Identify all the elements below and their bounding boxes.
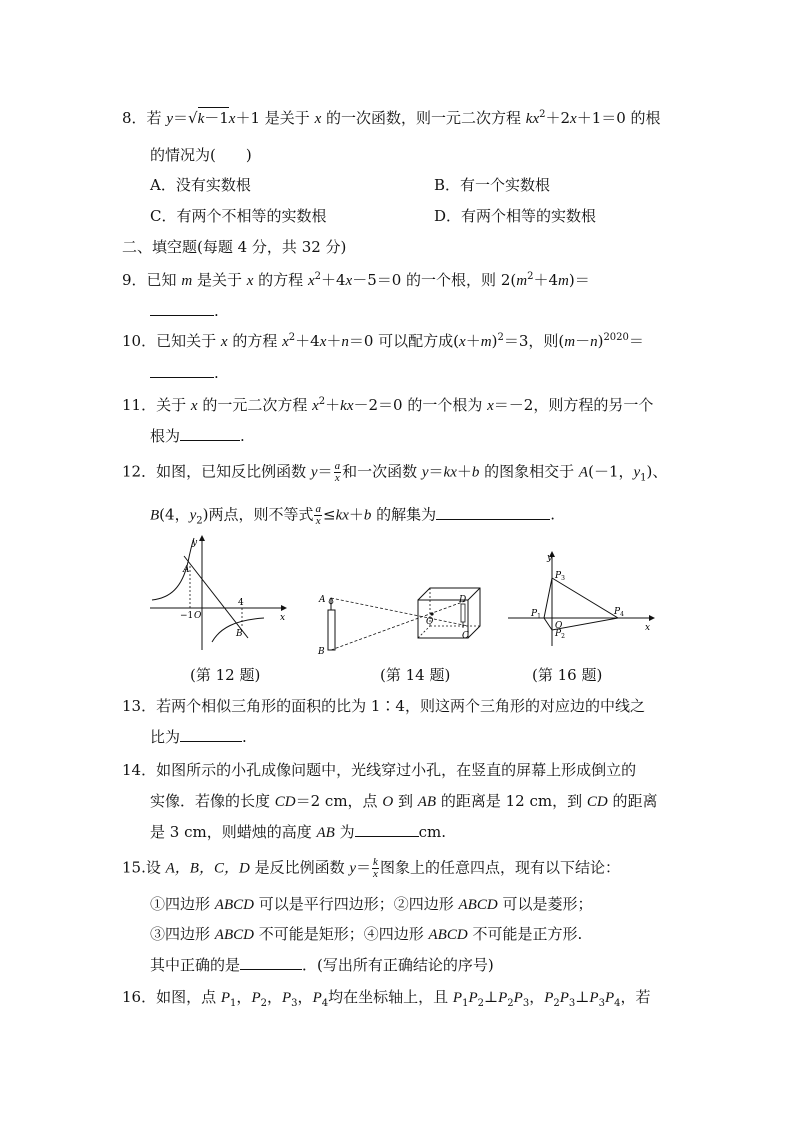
fig14-point-o: O <box>426 617 434 627</box>
q8-option-d: D．有两个相等的实数根 <box>434 207 597 225</box>
q16-line1: 16．如图，点 $P_1$，$P_2$，$P_3$，$P_4$均在坐标轴上，且 $P_1P_2\perp P_2P_3$，$P_2P_3\perp P_3P_4$，若 <box>122 988 651 1009</box>
q13-line2: 比为 . <box>150 728 247 746</box>
q14-line2: 实像．若像的长度 CD＝2 cm，点 O 到 AB 的距离是 12 cm，到 CD 的距离 <box>150 792 658 810</box>
q12-line2: B(4，$y_2$)两点，则不等式 $\frac{a}{x}$ ≤kx＋b 的解集为 . <box>150 503 555 527</box>
fig12-point-a: A <box>183 565 190 575</box>
caption-fig14: (第 14 题) <box>380 666 451 684</box>
figure-q16-coordinate <box>506 548 658 648</box>
fig16-x-label: x <box>645 623 651 633</box>
fig16-p3: $P_3$ <box>555 571 565 582</box>
q15-line2: ①四边形 ABCD 可以是平行四边形；②四边形 ABCD 可以是菱形； <box>150 895 593 913</box>
q9-answer-blank[interactable] <box>150 301 214 316</box>
q11-line2: 根为 . <box>150 427 245 445</box>
fig16-p1: $P_1$ <box>531 609 541 620</box>
fig16-p2: $P_2$ <box>555 629 565 640</box>
q12-answer-blank[interactable] <box>436 505 550 520</box>
q8-option-c: C．有两个不相等的实数根 <box>150 207 327 225</box>
q15-line4: 其中正确的是 ．(写出所有正确结论的序号) <box>150 956 494 974</box>
section-heading: 二、填空题(每题 4 分，共 32 分) <box>122 238 347 256</box>
q14-line3: 是 3 cm，则蜡烛的高度 AB 为 cm. <box>150 823 446 841</box>
q10-answer-blank[interactable] <box>150 363 214 378</box>
fig14-point-a: A <box>319 595 326 605</box>
q8-option-b: B．有一个实数根 <box>434 176 551 194</box>
fig12-x-label: x <box>280 613 286 623</box>
fig12-tick-4: 4 <box>238 598 244 608</box>
fig16-p4: $P_4$ <box>614 607 624 618</box>
fig12-origin: O <box>194 611 202 621</box>
caption-fig16: (第 16 题) <box>532 666 603 684</box>
q11-line1: 11．关于 x 的一元二次方程 $x^2+kx-2=0$ 的一个根为 x＝－2，则方程的另一个 <box>122 396 654 414</box>
q15-answer-blank[interactable] <box>240 955 302 970</box>
fig14-point-d: D <box>459 595 467 605</box>
q8-line1: 8．若 y＝√k－1x＋1 是关于 x 的一次函数，则一元二次方程 $kx^2+2x+1=0$ 的根 <box>122 109 661 127</box>
q10-answer-line: . <box>150 363 219 383</box>
q14-line1: 14．如图所示的小孔成像问题中，光线穿过小孔，在竖直的屏幕上形成倒立的 <box>122 761 637 779</box>
q9-answer-line: . <box>150 301 219 321</box>
q12-line1: 12．如图，已知反比例函数 y＝ $\frac{a}{x}$ 和一次函数 y＝kx＋b 的图象相交于 A(－1，$y_1$)、 <box>122 460 668 484</box>
fig14-point-c: C <box>462 631 469 641</box>
fig12-y-label: y <box>192 538 198 548</box>
fig12-point-b: B <box>236 629 243 639</box>
q13-line1: 13．若两个相似三角形的面积的比为 1∶4，则这两个三角形的对应边的中线之 <box>122 697 645 715</box>
q15-line1: 15.设 A，B，C，D 是反比例函数 y＝ $\frac{k}{x}$ 图象上的任意四点，现有以下结论： <box>122 856 620 880</box>
q8-line2: 的情况为( ) <box>150 146 252 164</box>
q9-line1: 9．已知 m 是关于 x 的方程 $x^2+4x-5=0$ 的一个根，则 $2(m^2+4m)=$ <box>122 271 590 289</box>
q8-option-a: A．没有实数根 <box>150 176 251 194</box>
figure-q12-graph <box>150 532 290 652</box>
q14-answer-blank[interactable] <box>355 822 419 837</box>
q11-answer-blank[interactable] <box>180 426 240 441</box>
fig12-tick-minus1: −1 <box>180 611 194 621</box>
q15-line3: ③四边形 ABCD 不可能是矩形；④四边形 ABCD 不可能是正方形. <box>150 925 583 943</box>
caption-fig12: (第 12 题) <box>190 666 261 684</box>
fig16-origin: O <box>555 621 563 631</box>
fig16-y-label: y <box>547 553 553 563</box>
q13-answer-blank[interactable] <box>180 727 242 742</box>
figure-q14-pinhole <box>316 572 494 656</box>
q10-line1: 10．已知关于 x 的方程 $x^2+4x+n=0$ 可以配方成$(x+m)^2=3$，则$(m-n)^{2020}=$ <box>122 332 644 350</box>
fig14-point-b: B <box>318 647 325 656</box>
